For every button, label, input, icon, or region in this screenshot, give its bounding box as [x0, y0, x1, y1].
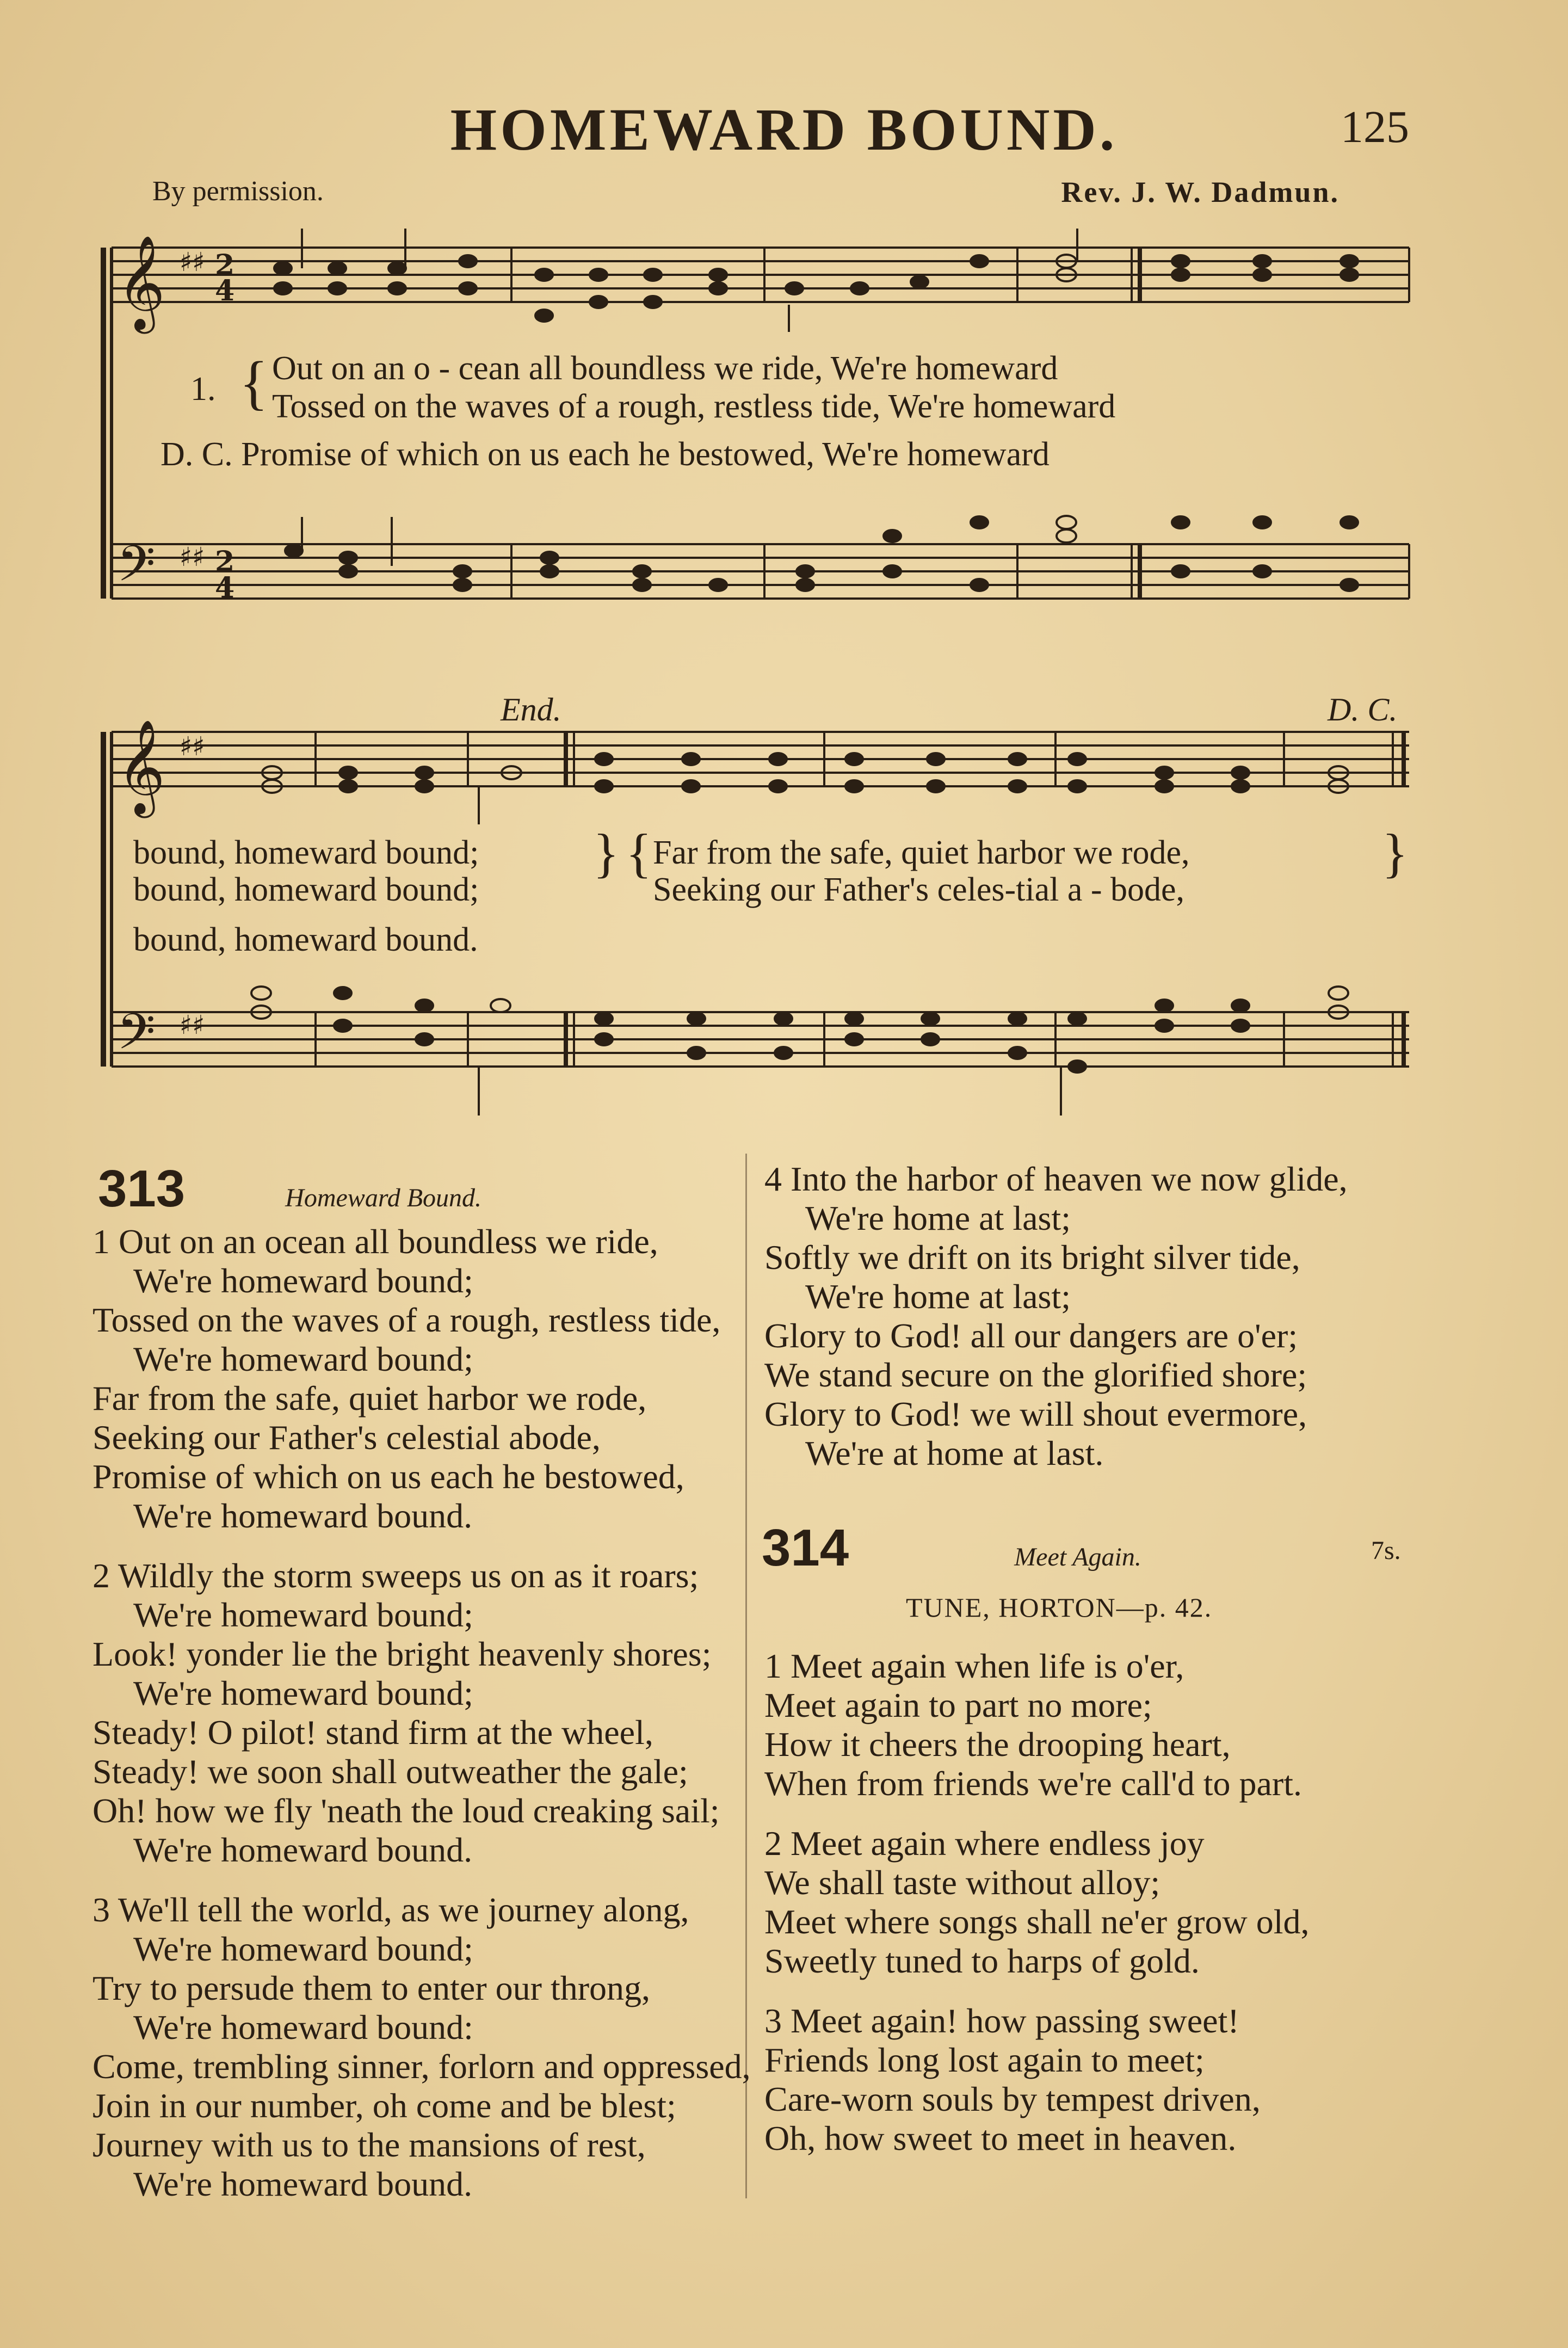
verse-line: Journey with us to the mansions of rest, — [92, 2125, 646, 2164]
verse-line: Meet again to part no more; — [764, 1686, 1152, 1724]
staff-treble-2 — [112, 732, 1409, 786]
verse-line: We're at home at last. — [805, 1434, 1104, 1472]
verse-line: Look! yonder lie the bright heavenly shores; — [92, 1635, 712, 1673]
end-marker: End. — [501, 692, 561, 728]
lyric-line: Tossed on the waves of a rough, restless tide, We're homeward — [272, 388, 1116, 425]
hymn-314-header — [762, 1518, 1141, 1578]
brace-icon: { — [626, 823, 652, 883]
staff-bass-2 — [112, 1012, 1409, 1067]
dc-marker: D. C. — [1328, 692, 1398, 728]
svg-text:2: 2 — [215, 249, 235, 282]
svg-text:♯♯: ♯♯ — [180, 247, 205, 278]
verse-line: Try to persude them to enter our throng, — [92, 1969, 651, 2007]
verse-line: 3 We'll tell the world, as we journey along, — [92, 1890, 689, 1929]
verse-line: Come, trembling sinner, forlorn and oppressed, — [92, 2047, 751, 2086]
lyric-line: Out on an o - cean all boundless we ride, We're homeward — [272, 350, 1058, 387]
hymn-title: Homeward Bound. — [285, 1184, 482, 1212]
staff-treble-1 — [112, 248, 1409, 302]
svg-text:♯♯: ♯♯ — [180, 542, 205, 572]
verse-line: Meet where songs shall ne'er grow old, — [764, 1902, 1310, 1941]
verse-line: We're homeward bound; — [133, 1674, 473, 1712]
svg-text:4: 4 — [215, 274, 235, 307]
verse-line: 2 Wildly the storm sweeps us on as it roars; — [92, 1556, 699, 1595]
verse-line: Oh, how sweet to meet in heaven. — [764, 2119, 1237, 2158]
treble-clef-icon: 𝄞 — [117, 719, 165, 814]
hymn-number: 314 — [762, 1519, 849, 1577]
hymn-313-header — [98, 1159, 481, 1219]
verse-line: Glory to God! all our dangers are o'er; — [764, 1316, 1298, 1355]
bass-clef-icon: 𝄢 — [117, 535, 156, 605]
svg-text:2: 2 — [215, 545, 235, 578]
page-number: 125 — [1341, 102, 1409, 152]
verse-line: We're home at last; — [805, 1199, 1071, 1237]
verse-line: We're home at last; — [805, 1277, 1071, 1316]
lyric-line: bound, homeward bound; — [133, 871, 479, 908]
staff-bass-1 — [112, 544, 1409, 599]
svg-text:♯♯: ♯♯ — [180, 1010, 205, 1040]
verse-line: We're homeward bound. — [133, 2165, 473, 2203]
verse-line: 1 Meet again when life is o'er, — [764, 1647, 1184, 1685]
treble-clef-icon: 𝄞 — [117, 235, 165, 330]
verse-number: 1. — [190, 371, 216, 408]
bass-clef-icon: 𝄢 — [117, 1003, 156, 1073]
verse-line: 4 Into the harbor of heaven we now glide, — [764, 1160, 1348, 1198]
verse-line: We're homeward bound. — [133, 1831, 473, 1869]
verse-line: We stand secure on the glorified shore; — [764, 1355, 1307, 1394]
verse-line: Far from the safe, quiet harbor we rode, — [92, 1379, 647, 1418]
verse-line: Oh! how we fly 'neath the loud creaking sail; — [92, 1791, 720, 1830]
verse-line: Softly we drift on its bright silver tide, — [764, 1238, 1300, 1277]
verse-line: We're homeward bound; — [133, 1261, 473, 1300]
hymn-number: 313 — [98, 1160, 186, 1218]
verse-line: How it cheers the drooping heart, — [764, 1725, 1231, 1764]
brace-icon: { — [239, 349, 268, 416]
verse-line: Glory to God! we will shout evermore, — [764, 1395, 1307, 1433]
verse-line: We're homeward bound; — [133, 1930, 473, 1968]
page-title: HOMEWARD BOUND. — [450, 96, 1118, 163]
lyric-line: Far from the safe, quiet harbor we rode, — [653, 834, 1190, 871]
verse-line: We're homeward bound. — [133, 1496, 473, 1535]
verse-line: When from friends we're call'd to part. — [764, 1764, 1302, 1803]
verse-line: Steady! O pilot! stand firm at the wheel, — [92, 1713, 653, 1752]
verse-line: Steady! we soon shall outweather the gale; — [92, 1752, 688, 1791]
verse-line: We're homeward bound: — [133, 2008, 473, 2047]
verse-line: Seeking our Father's celestial abode, — [92, 1418, 601, 1457]
lyric-line: Seeking our Father's celes-tial a - bode, — [653, 871, 1185, 908]
lyric-line: bound, homeward bound. — [133, 921, 478, 958]
composer-credit: Rev. J. W. Dadmun. — [1061, 176, 1339, 208]
verse-line: Sweetly tuned to harps of gold. — [764, 1942, 1200, 1980]
svg-text:4: 4 — [215, 571, 235, 605]
verse-line: We shall taste without alloy; — [764, 1863, 1160, 1902]
lyric-line: D. C. Promise of which on us each he bestowed, We're homeward — [160, 436, 1050, 473]
brace-icon: } — [593, 823, 619, 883]
verse-line: 3 Meet again! how passing sweet! — [764, 2001, 1239, 2040]
verse-line: We're homeward bound; — [133, 1340, 473, 1378]
verse-line: Tossed on the waves of a rough, restless tide, — [92, 1301, 721, 1339]
brace-icon: } — [1382, 823, 1408, 883]
hymn-meter: 7s. — [1371, 1536, 1401, 1565]
verse-line: 1 Out on an ocean all boundless we ride, — [92, 1222, 658, 1261]
hymn-title: Meet Again. — [1014, 1543, 1141, 1572]
verse-line: Friends long lost again to meet; — [764, 2041, 1205, 2079]
verse-line: 2 Meet again where endless joy — [764, 1824, 1205, 1863]
verse-line: Care-worn souls by tempest driven, — [764, 2080, 1261, 2118]
verse-line: We're homeward bound; — [133, 1595, 473, 1634]
verse-line: Join in our number, oh come and be blest; — [92, 2086, 676, 2125]
permission-note: By permission. — [152, 176, 324, 207]
column-divider — [745, 1154, 747, 2198]
music-notation — [0, 0, 1568, 1143]
svg-text:♯♯: ♯♯ — [180, 731, 205, 762]
verse-line: Promise of which on us each he bestowed, — [92, 1457, 684, 1496]
lyric-line: bound, homeward bound; — [133, 834, 479, 871]
tune-reference: TUNE, HORTON—p. 42. — [906, 1592, 1213, 1623]
